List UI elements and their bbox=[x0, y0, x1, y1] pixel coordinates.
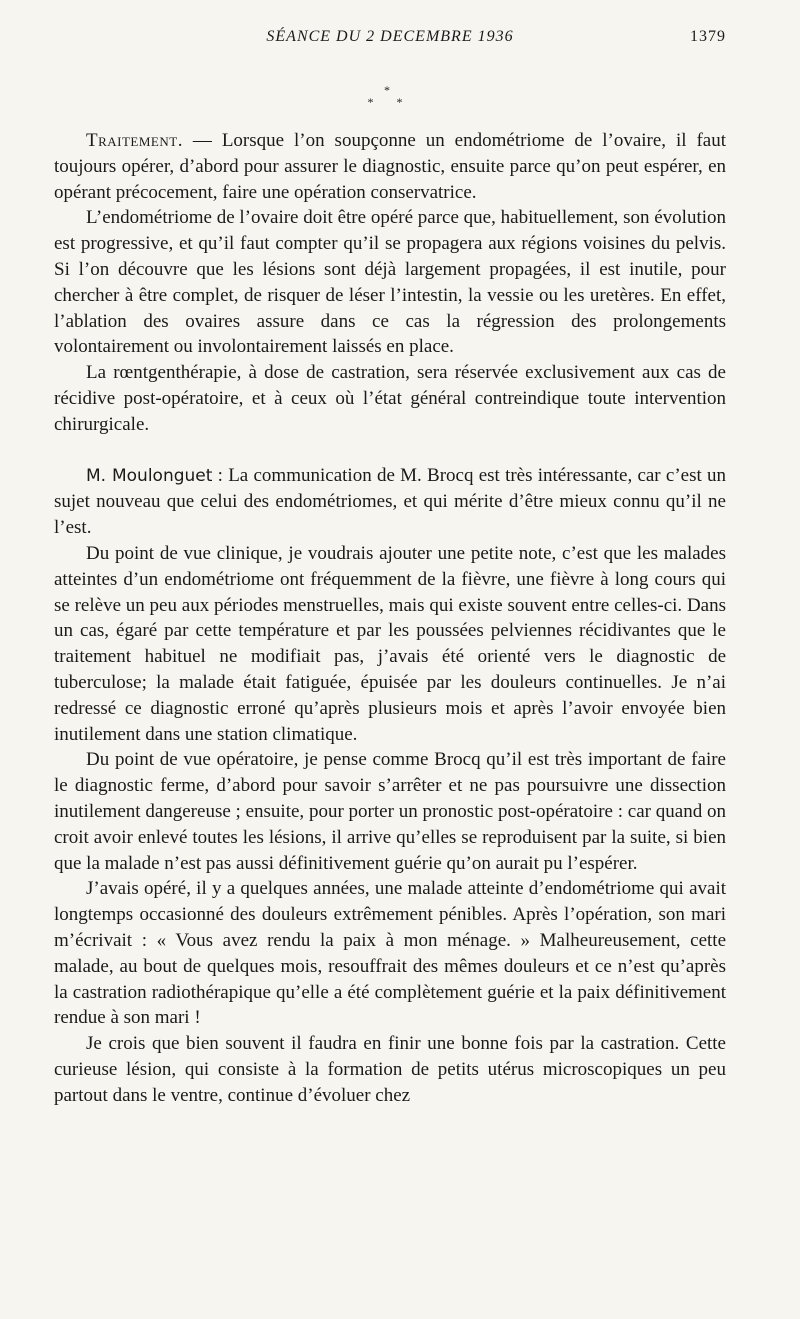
discussion-paragraph-4: J’avais opéré, il y a quelques années, une malade atteinte d’endométriome qui avait longtemps occasionné des douleurs extrêmement pénibles. Après l’opération, son mari m’écrivait : « Vous avez rendu la paix à mon ménage. » Malheureusement, cette malade, au bout de quelques mois, resouffrait des mêmes douleurs et ce n’est qu’après la castration radiothérapique qu’elle a été complètement guérie et la paix définitivement rendue à son mari ! bbox=[54, 878, 726, 1029]
running-title: SÉANCE DU 2 DECEMBRE 1936 bbox=[266, 28, 514, 45]
section-separator bbox=[54, 84, 726, 108]
section-gap bbox=[54, 438, 726, 463]
discussion-paragraph-3: Du point de vue opératoire, je pense comme Brocq qu’il est très important de faire le diagnostic ferme, d’abord pour savoir s’arrêter et ne pas poursuivre une dissection inutilement dangereuse ; ensuite, pour porter un pronostic post-opératoire : car quand on croit avoir enlevé toutes les lésions, il arrive qu’elles se reproduisent par la suite, si bien que la malade n’est pas aussi définitivement guérie qu’on aurait pu l’espérer. bbox=[54, 749, 726, 874]
treatment-paragraph-1-text: — Lorsque l’on soupçonne un endométriome de l’ovaire, il faut toujours opérer, d’abord pour assurer le diagnostic, ensuite parce qu’on peut espérer, en opérant précocement, faire une opération conservatrice. bbox=[54, 130, 726, 203]
discussion-paragraph-1-text: : La communication de M. Brocq est très intéressante, car c’est un sujet nouveau que celui des endométriomes, et qui mérite d’être mieux connu qu’il ne l’est. bbox=[54, 464, 727, 539]
discussion-paragraph-5: Je crois que bien souvent il faudra en finir une bonne fois par la castration. Cette curieuse lésion, qui consiste à la formation de petits utérus microscopiques un peu partout dans le ventre, continue d’évoluer chez bbox=[54, 1033, 726, 1106]
separator-asterisk-top: * bbox=[384, 83, 396, 97]
discussion-section bbox=[54, 463, 726, 1109]
speaker-name: M. Moulonguet bbox=[86, 465, 213, 486]
treatment-paragraph-3: La rœntgenthérapie, à dose de castration, sera réservée exclusivement aux cas de récidive post-opératoire, et à ceux où l’état général contreindique toute intervention chirurgicale. bbox=[54, 362, 726, 435]
separator-asterisks-bottom: * * bbox=[367, 95, 413, 109]
page-number: 1379 bbox=[690, 28, 726, 45]
treatment-paragraph-1 bbox=[54, 128, 726, 205]
treatment-paragraph-2: L’endométriome de l’ovaire doit être opéré parce que, habituellement, son évolution est progressive, et qu’il faut compter qu’il se propagera aux régions voisines du pelvis. Si l’on découvre que les lésions sont déjà largement propagées, il est inutile, pour chercher à être complet, de risquer de léser l’intestin, la vessie ou les uretères. En effet, l’ablation des ovaires assure dans ce cas la régression des prolongements volontairement ou involontairement laissés en place. bbox=[54, 207, 726, 358]
running-header bbox=[54, 28, 726, 58]
treatment-section bbox=[54, 128, 726, 438]
page bbox=[54, 28, 726, 1108]
discussion-paragraph-1 bbox=[54, 463, 726, 541]
discussion-paragraph-2: Du point de vue clinique, je voudrais ajouter une petite note, c’est que les malades atteintes d’un endométriome ont fréquemment de la fièvre, une fièvre à long cours qui se relève un peu aux périodes menstruelles, mais qui existe souvent entre celles-ci. Dans un cas, égaré par cette température et par les poussées pelviennes récidivantes que le traitement habituel ne modifiait pas, j’avais été orienté vers le diagnostic de tuberculose; la malade était fatiguée, épuisée par les douleurs continuelles. Je n’ai redressé ce diagnostic erroné qu’après plusieurs mois et après l’avoir envoyée bien inutilement dans une station climatique. bbox=[54, 542, 726, 745]
section-heading-traitement: Traitement. bbox=[86, 130, 183, 151]
